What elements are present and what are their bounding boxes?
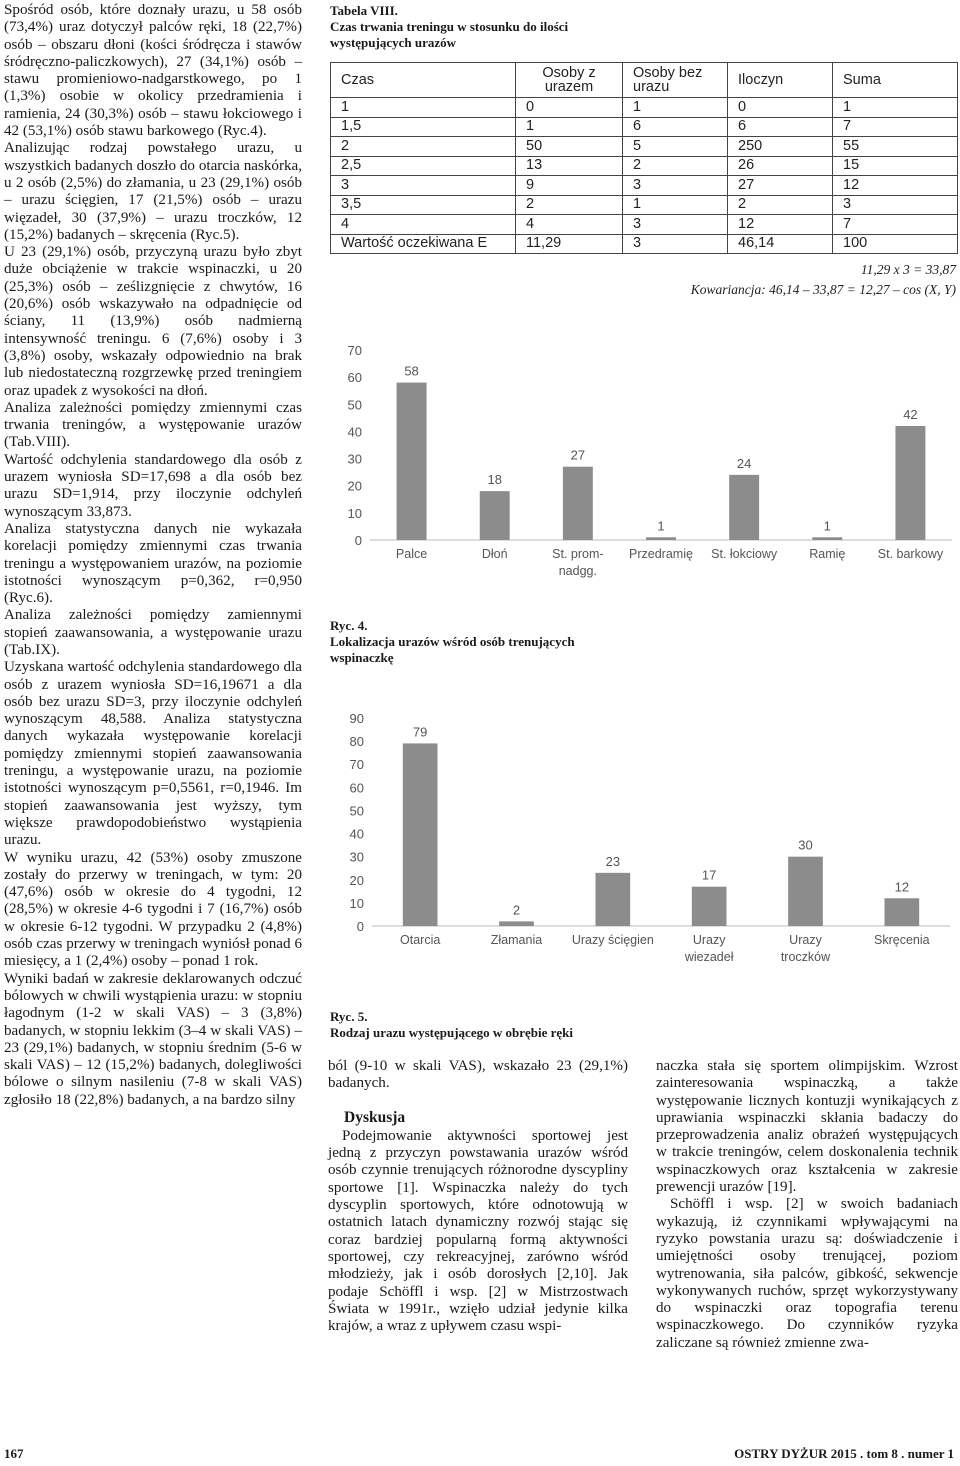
- y-tick-label: 60: [347, 370, 362, 386]
- data-label: 17: [701, 867, 717, 883]
- y-tick-label: 60: [349, 780, 364, 796]
- table-cell: Wartość oczekiwana E: [331, 234, 516, 254]
- table-row: [331, 195, 958, 215]
- x-tick-label: St. łokciowy: [711, 547, 778, 561]
- paragraph: naczka stała się sportem olimpijskim. Wzrost zainteresowania wspinaczką, a także występowanie licznych kontuzji wynikających z uprawiania wspinaczki skłania badaczy do przeprowadzenia analiz obrażeń występujących w trakcie treningów, celem doskonalenia technik wspinaczkowych oraz kształcenia w zakresie prewencji urazów [19].: [656, 1058, 958, 1196]
- table-label: Tabela VIII.: [330, 3, 398, 18]
- figure-title: Rodzaj urazu występującego w obrębie ręki: [330, 1025, 573, 1040]
- y-tick-label: 0: [356, 919, 364, 934]
- table-cell: 46,14: [728, 234, 833, 254]
- col-header: Osoby z urazem: [516, 63, 623, 98]
- bar: [595, 873, 630, 926]
- table-title: Czas trwania treningu w stosunku do ilości występujących urazów: [330, 19, 569, 50]
- table-row: [331, 156, 958, 176]
- chart-injury-location: [330, 330, 960, 592]
- bar: [788, 857, 823, 926]
- table-row: [331, 137, 958, 157]
- table-cell: 2: [516, 195, 623, 215]
- table-cell: 15: [833, 156, 958, 176]
- bar: [729, 475, 759, 540]
- x-tick-label: troczków: [780, 950, 831, 964]
- x-tick-label: Urazy: [692, 933, 726, 947]
- table-caption: [330, 3, 630, 51]
- paragraph: Podejmowanie aktywności sportowej jest jedną z przyczyn powstawania urazów wśród osób czynnie trenujących różnorodne dyscypliny sportowe [1]. Wspinaczka należy do tych dyscyplin sportowych, które odnotowują w ostatnich latach dynamiczny rozwój stając się coraz bardziej popularną formą aktywności sportowej, czy rekreacyjnej, zarówno wśród młodzieży, jak i osób dorosłych [2,10]. Jak podaje Schöffl i wsp. [2] w Mistrzostwach Świata w 1991r., wzięło udział jedynie kilka krajów, a wraz z upływem czasu wspi-: [328, 1127, 628, 1335]
- table-cell: 5: [623, 137, 728, 157]
- table-cell: 2: [331, 137, 516, 157]
- y-tick-label: 20: [347, 478, 362, 494]
- x-tick-label: Urazy ścięgien: [571, 933, 654, 947]
- bar: [812, 537, 842, 540]
- table-cell: 2,5: [331, 156, 516, 176]
- figure-title: Lokalizacja urazów wśród osób trenujących wspinaczkę: [330, 634, 575, 665]
- bar: [692, 887, 727, 926]
- col-header: Iloczyn: [728, 63, 833, 98]
- x-tick-label: Otarcia: [400, 933, 441, 947]
- y-tick-label: 70: [347, 343, 362, 358]
- table-cell: 26: [728, 156, 833, 176]
- table-cell: 27: [728, 176, 833, 196]
- paragraph: ból (9-10 w skali VAS), wskazało 23 (29,1%) badanych.: [328, 1058, 628, 1092]
- y-tick-label: 30: [349, 849, 364, 865]
- y-tick-label: 40: [349, 826, 364, 842]
- table-row: [331, 215, 958, 235]
- bar: [895, 426, 925, 540]
- table-cell: 7: [833, 117, 958, 137]
- figure-label: Ryc. 5.: [330, 1009, 368, 1024]
- table-cell: 6: [623, 117, 728, 137]
- table-cell: 55: [833, 137, 958, 157]
- table-cell: 1: [623, 195, 728, 215]
- x-tick-label: Dłoń: [481, 547, 508, 561]
- data-label: 1: [657, 518, 665, 534]
- table-row: [331, 98, 958, 118]
- table-row: [331, 117, 958, 137]
- paragraph: Wartość odchylenia standardowego dla osób z urazem wyniosła SD=17,698 a dla osób bez urazu SD=1,914, przy iloczynie odchyleń wynoszącym 33,873.: [4, 451, 302, 520]
- table-row: [331, 234, 958, 254]
- table-cell: 1: [331, 98, 516, 118]
- paragraph: Wyniki badań w zakresie deklarowanych odczuć bólowych w chwili wystąpienia urazu: w stopniu łagodnym (1-2 w skali VAS) – 3 (3,8%) badanych, w stopniu lekkim (3–4 w skali VAS) – 23 (29,1%) badanych, w stopniu średnim (5-6 w skali VAS) – 12 (15,2%) badanych, dolegliwości bólowe o silnym nasileniu (7-8 w skali VAS) zgłosiło 18 (22,8%) badanych, a na bardzo silny: [4, 970, 302, 1108]
- figure-caption: [330, 1009, 630, 1041]
- table-header-row: [331, 63, 958, 98]
- paragraph: U 23 (29,1%) osób, przyczyną urazu było zbyt duże obciążenie w trakcie wspinaczki, u 20 (25,3%) osób – ześlizgnięcie z chwytów, 16 (20,6%) osób wskazywało na odpadnięcie od ściany, 11 (13,9%) osób nadmierną intensywność treningu. 6 (7,6%) osoby i 3 (3,8%) osoby, wskazały odpowiednio na brak lub niedostateczną rozgrzewkę przed treningiem oraz upadek z wysokości na dłoń.: [4, 244, 302, 399]
- y-tick-label: 80: [349, 734, 364, 750]
- data-table: [330, 62, 958, 254]
- y-tick-label: 10: [347, 505, 362, 521]
- table-cell: 2: [623, 156, 728, 176]
- journal-footer: OSTRY DYŻUR 2015 . tom 8 . numer 1: [734, 1446, 954, 1461]
- bar-chart-svg: [330, 702, 960, 980]
- table-row: [331, 176, 958, 196]
- paragraph: Analiza zależności pomiędzy zamiennymi stopień zaawansowania, a występowanie urazu (Tab.IX).: [4, 607, 302, 658]
- bar: [646, 537, 676, 540]
- table-cell: 12: [728, 215, 833, 235]
- y-tick-label: 90: [349, 711, 364, 726]
- y-tick-label: 20: [349, 872, 364, 888]
- paragraph: Analizując rodzaj powstałego urazu, u wszystkich badanych doszło do otarcia naskórka, u 2 osób (2,5%) do złamania, u 23 (29,1%) osób – urazu ścięgien, 17 (21,5%) osób – urazu więzadeł, 30 (37,9%) – urazu troczków, 12 (15,2%) badanych – skręcenia (Ryc.5).: [4, 140, 302, 243]
- data-label: 42: [903, 407, 918, 422]
- table-cell: 3: [623, 234, 728, 254]
- paragraph: Schöffl i wsp. [2] w swoich badaniach wykazują, iż czynnikami wpływającymi na ryzyko powstania urazu są: doświadczenie i umiejętności osoby trenującej, poziom wytrenowania, siła palców, gibkość, sekwencje wykonywanych ruchów, sprzęt wykorzystywany do wspinaczki oraz topografia terenu wspinaczkowego. Do czynników ryzyka zaliczane są również zmienne zwa-: [656, 1196, 958, 1351]
- col-header: Osoby bez urazu: [623, 63, 728, 98]
- bar: [480, 491, 510, 540]
- table-cell: 50: [516, 137, 623, 157]
- data-label: 23: [605, 853, 621, 869]
- bar: [499, 921, 534, 926]
- x-tick-label: Przedramię: [629, 547, 693, 561]
- table-cell: 11,29: [516, 234, 623, 254]
- table-cell: 0: [728, 98, 833, 118]
- x-tick-label: Palce: [395, 547, 428, 561]
- data-label: 27: [570, 447, 586, 463]
- data-label: 2: [512, 902, 521, 918]
- bar: [884, 898, 919, 926]
- page-number: 167: [4, 1446, 24, 1461]
- data-label: 1: [823, 518, 831, 534]
- table-cell: 6: [728, 117, 833, 137]
- bar: [563, 467, 593, 540]
- figure-label: Ryc. 4.: [330, 618, 368, 633]
- col-header: Suma: [833, 63, 958, 98]
- x-tick-label: Złamania: [490, 933, 543, 947]
- section-heading: Dyskusja: [344, 1108, 406, 1126]
- table-cell: 13: [516, 156, 623, 176]
- col-header: Czas: [331, 63, 516, 98]
- data-label: 24: [736, 455, 752, 471]
- table-cell: 3: [833, 195, 958, 215]
- table-body: [331, 98, 958, 254]
- data-label: 18: [487, 472, 502, 488]
- table-cell: 1: [516, 117, 623, 137]
- formula-covariance: Kowariancja: 46,14 – 33,87 = 12,27 – cos (X, Y): [690, 282, 956, 297]
- table-cell: 12: [833, 176, 958, 196]
- data-label: 79: [412, 724, 428, 740]
- table-cell: 1: [623, 98, 728, 118]
- paragraph: W wyniku urazu, 42 (53%) osoby zmuszone zostały do przerwy w treningach, w tym: 20 (47,6%) osób w okresie do 4 tygodni, 12 (28,5%) w okresie 4-6 tygodni i 7 (16,7%) osób w okresie 6-12 tygodni. W przypadku 2 (4,8%) osób czas przerwy w treningach wyniósł ponad 6 miesięcy, a 1 (2,4%) osoby – ponad 1 rok.: [4, 849, 302, 970]
- table-cell: 4: [331, 215, 516, 235]
- x-tick-label: Urazy: [789, 933, 822, 947]
- table-cell: 9: [516, 176, 623, 196]
- paragraph: Spośród osób, które doznały urazu, u 58 osób (73,4%) uraz dotyczył palców ręki, 18 (22,7%) osób – obszaru dłoni (kości śródręcza i stawów śródręczno-paliczkowych), 27 (34,1%) osób – stawu promieniowo-nadgarstkowego, po 1 (1,3%) osobie w okolicy przedramienia i ramienia, 24 (30,3%) osób – stawu łokciowego i 42 (53,1%) osób stawu barkowego (Ryc.4).: [4, 2, 302, 140]
- y-tick-label: 50: [347, 397, 362, 413]
- bar-chart-svg: [330, 330, 960, 592]
- bar: [397, 383, 427, 540]
- x-tick-label: St. prom-: [552, 547, 604, 561]
- right-column: [656, 1058, 958, 1352]
- paragraph: Analiza statystyczna danych nie wykazała korelacji pomiędzy zmiennymi czas trwania treningu a występowaniem urazów, na poziomie istotności wynoszącym p=0,362, r=0,950 (Ryc.6).: [4, 520, 302, 607]
- formula-product: 11,29 x 3 = 33,87: [860, 262, 956, 277]
- left-column: [4, 2, 302, 1109]
- table-cell: 2: [728, 195, 833, 215]
- y-tick-label: 50: [349, 803, 364, 819]
- chart-injury-type: [330, 702, 960, 980]
- table-cell: 3: [623, 215, 728, 235]
- x-tick-label: wiezadeł: [684, 950, 734, 964]
- table-cell: 100: [833, 234, 958, 254]
- table-cell: 3: [623, 176, 728, 196]
- data-label: 58: [404, 363, 419, 379]
- table-cell: 4: [516, 215, 623, 235]
- y-tick-label: 30: [347, 451, 362, 467]
- table-cell: 3: [331, 176, 516, 196]
- bar: [403, 743, 438, 926]
- y-tick-label: 40: [347, 424, 362, 440]
- x-tick-label: St. barkowy: [877, 547, 944, 561]
- y-tick-label: 10: [349, 895, 364, 911]
- x-tick-label: Skręcenia: [874, 933, 930, 947]
- middle-column: [328, 1058, 628, 1335]
- x-tick-label: nadgg.: [558, 564, 597, 578]
- y-tick-label: 0: [354, 533, 362, 548]
- data-label: 30: [798, 837, 813, 853]
- paragraph: Analiza zależności pomiędzy zmiennymi czas trwania treningów, a występowanie urazów (Tab.VIII).: [4, 399, 302, 451]
- data-label: 12: [894, 879, 910, 895]
- table-cell: 3,5: [331, 195, 516, 215]
- figure-caption: [330, 618, 630, 666]
- table-cell: 7: [833, 215, 958, 235]
- y-tick-label: 70: [349, 757, 364, 773]
- table-cell: 0: [516, 98, 623, 118]
- x-tick-label: Ramię: [809, 547, 846, 561]
- table-cell: 1: [833, 98, 958, 118]
- table-cell: 250: [728, 137, 833, 157]
- paragraph: Uzyskana wartość odchylenia standardowego dla osób z urazem wyniosła SD=16,19671 a dla osób bez urazu SD=3, przy iloczynie odchyleń wynoszącym 48,588. Analiza statystyczna danych wykazała występowanie korelacji pomiędzy zmiennymi stopień zaawansowania treningu, a występowanie urazu, na poziomie istotności wynoszącym p=0,5561, r=0,1946. Im stopień zaawansowania jest wyższy, tym większe prawdopodobieństwo wystąpienia urazu.: [4, 659, 302, 849]
- table-cell: 1,5: [331, 117, 516, 137]
